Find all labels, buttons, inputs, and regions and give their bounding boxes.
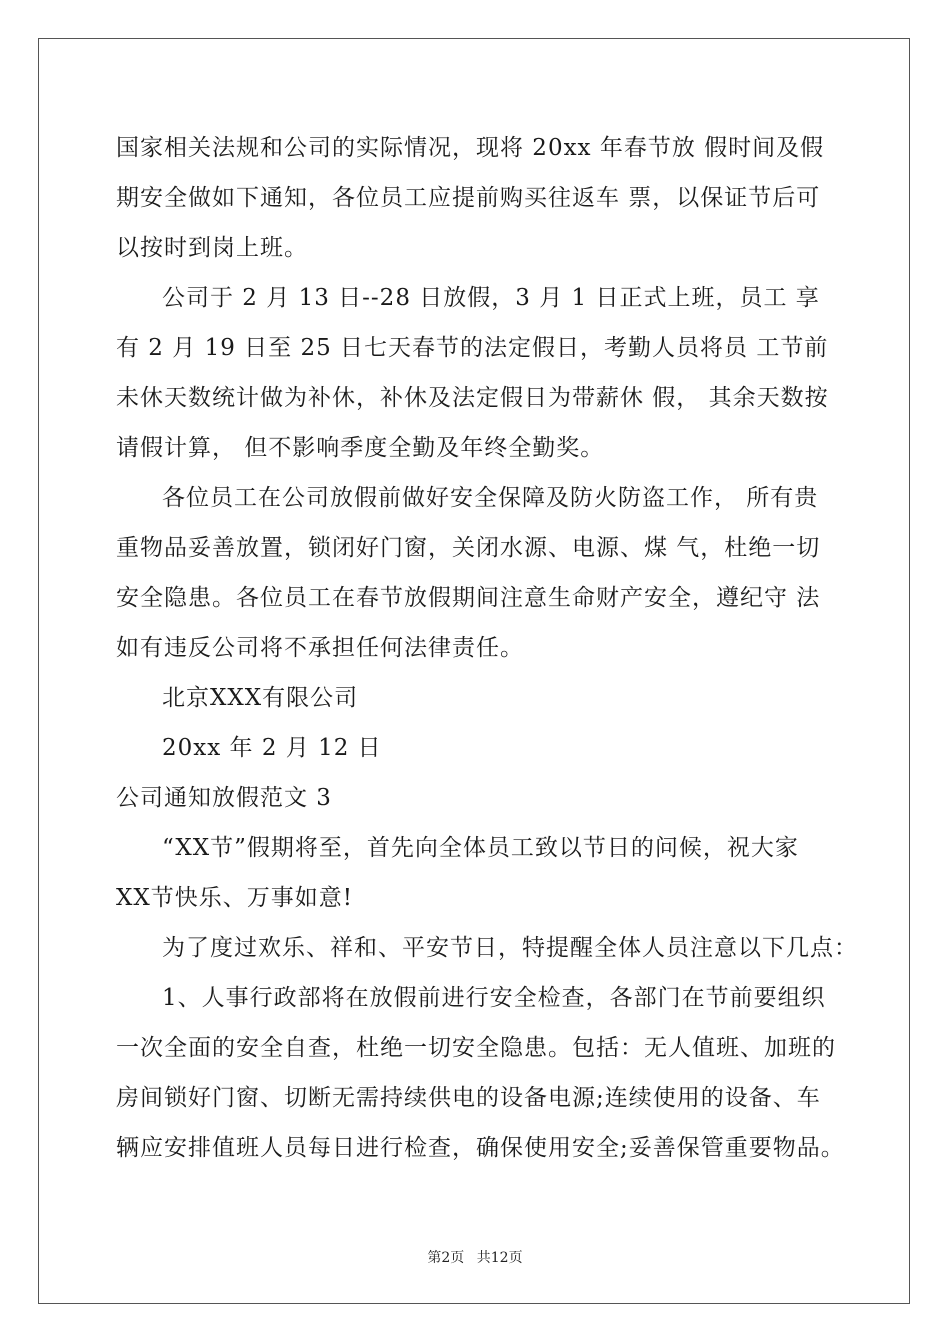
body-text-line: 1、人事行政部将在放假前进行安全检查，各部门在节前要组织	[162, 985, 826, 1011]
body-text-line: 请假计算， 但不影响季度全勤及年终全勤奖。	[116, 435, 605, 461]
body-text-line: 为了度过欢乐、祥和、平安节日，特提醒全体人员注意以下几点：	[162, 935, 858, 961]
signature-company: 北京XXX有限公司	[162, 685, 359, 711]
body-text-line: 房间锁好门窗、切断无需持续供电的设备电源;连续使用的设备、车	[116, 1085, 821, 1111]
page-footer	[0, 1249, 950, 1267]
body-text-line: 有 2 月 19 日至 25 日七天春节的法定假日，考勤人员将员 工节前	[116, 335, 829, 361]
body-text-line: 各位员工在公司放假前做好安全保障及防火防盗工作， 所有贵	[162, 485, 819, 511]
body-text-line: 辆应安排值班人员每日进行检查，确保使用安全;妥善保管重要物品。	[116, 1135, 845, 1161]
page-total: 共12页	[476, 1250, 523, 1266]
body-text-line: 国家相关法规和公司的实际情况，现将 20xx 年春节放 假时间及假	[116, 135, 825, 161]
page-number: 第2页	[427, 1250, 465, 1266]
body-text-line: 未休天数统计做为补休，补休及法定假日为带薪休 假， 其余天数按	[116, 385, 829, 411]
body-text-line: 重物品妥善放置，锁闭好门窗，关闭水源、电源、煤 气，杜绝一切	[116, 535, 821, 561]
signature-date: 20xx 年 2 月 12 日	[162, 735, 382, 761]
body-text-line: 以按时到岗上班。	[116, 235, 308, 261]
body-text-line: XX节快乐、万事如意!	[116, 885, 353, 911]
body-text-line: 如有违反公司将不承担任何法律责任。	[116, 635, 524, 661]
body-text-line: 公司于 2 月 13 日--28 日放假，3 月 1 日正式上班，员工 享	[162, 285, 820, 311]
body-text-line: 一次全面的安全自查，杜绝一切安全隐患。包括：无人值班、加班的	[116, 1035, 836, 1061]
section-heading: 公司通知放假范文 3	[116, 785, 332, 811]
body-text-line: 安全隐患。各位员工在春节放假期间注意生命财产安全，遵纪守 法	[116, 585, 821, 611]
body-text-line: 期安全做如下通知，各位员工应提前购买往返车 票，以保证节后可	[116, 185, 821, 211]
page-border	[38, 38, 910, 1304]
body-text-line: “XX节”假期将至，首先向全体员工致以节日的问候，祝大家	[162, 835, 799, 861]
